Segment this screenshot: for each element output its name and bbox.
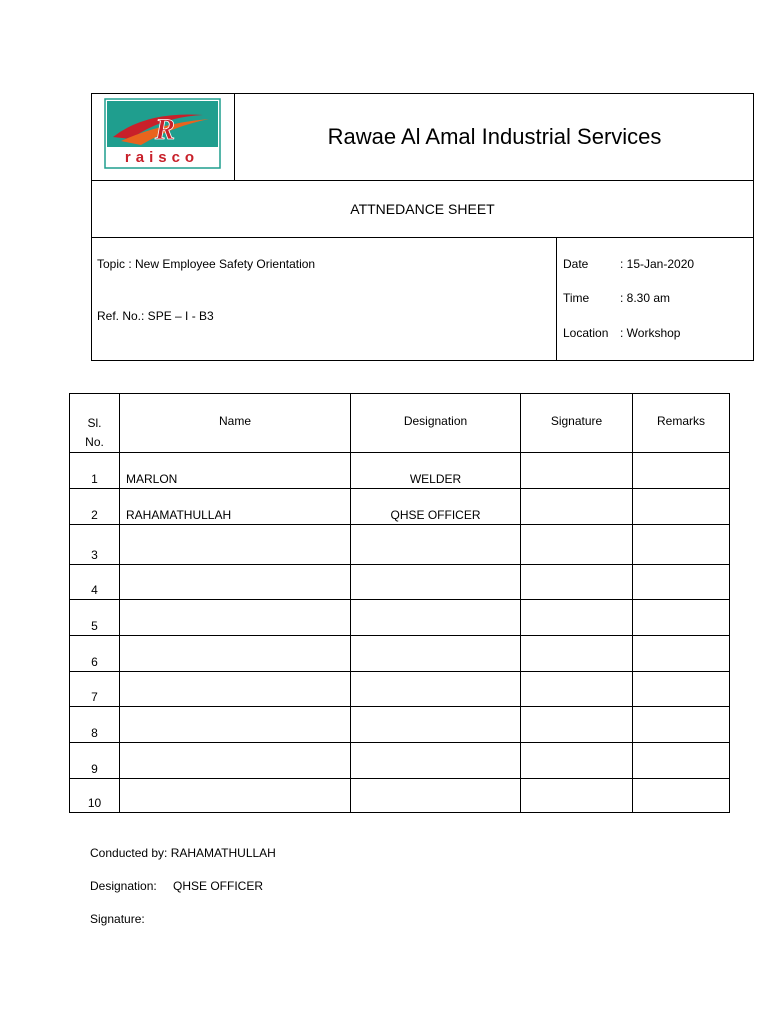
logo-cell xyxy=(91,93,235,181)
row-name: MARLON xyxy=(120,453,351,489)
table-row xyxy=(70,743,730,779)
row-remarks xyxy=(633,453,730,489)
row-number: 1 xyxy=(70,453,120,489)
header-sl-no xyxy=(70,394,120,453)
row-signature xyxy=(521,453,633,489)
row-designation: WELDER xyxy=(351,453,521,489)
table-row xyxy=(70,779,730,813)
row-number: 9 xyxy=(70,743,120,779)
location-value: : Workshop xyxy=(620,326,681,340)
row-remarks xyxy=(633,636,730,672)
header-sl-line2: No. xyxy=(85,435,104,449)
table-row xyxy=(70,636,730,672)
header-name: Name xyxy=(120,394,351,453)
row-signature xyxy=(521,779,633,813)
row-signature xyxy=(521,743,633,779)
time-value: : 8.30 am xyxy=(620,291,671,305)
row-remarks xyxy=(633,707,730,743)
row-name xyxy=(120,525,351,565)
table-row xyxy=(70,453,730,489)
row-number: 2 xyxy=(70,489,120,525)
location-label: Location xyxy=(563,326,609,340)
row-remarks xyxy=(633,779,730,813)
row-designation xyxy=(351,636,521,672)
row-remarks xyxy=(633,489,730,525)
row-designation xyxy=(351,743,521,779)
table-row xyxy=(70,672,730,707)
row-name xyxy=(120,707,351,743)
row-name xyxy=(120,565,351,600)
row-signature xyxy=(521,525,633,565)
row-number: 6 xyxy=(70,636,120,672)
table-row xyxy=(70,525,730,565)
company-logo xyxy=(91,93,235,181)
row-name xyxy=(120,779,351,813)
row-remarks xyxy=(633,565,730,600)
row-designation: QHSE OFFICER xyxy=(351,489,521,525)
divider xyxy=(91,237,754,238)
time-label: Time xyxy=(563,291,590,305)
row-number: 8 xyxy=(70,707,120,743)
row-designation xyxy=(351,779,521,813)
row-name xyxy=(120,600,351,636)
header-sl-line1: Sl. xyxy=(87,416,102,430)
row-remarks xyxy=(633,672,730,707)
row-signature xyxy=(521,565,633,600)
header-signature: Signature xyxy=(521,394,633,453)
row-name xyxy=(120,743,351,779)
row-number: 7 xyxy=(70,672,120,707)
row-signature xyxy=(521,489,633,525)
row-name xyxy=(120,636,351,672)
topic-text: Topic : New Employee Safety Orientation xyxy=(97,257,316,271)
table-row xyxy=(70,489,730,525)
row-remarks xyxy=(633,600,730,636)
row-signature xyxy=(521,636,633,672)
table-row xyxy=(70,565,730,600)
row-signature xyxy=(521,600,633,636)
header-designation: Designation xyxy=(351,394,521,453)
row-remarks xyxy=(633,743,730,779)
row-number: 3 xyxy=(70,525,120,565)
designation-label: Designation: xyxy=(90,879,157,893)
table-row xyxy=(70,707,730,743)
logo-text: raisco xyxy=(124,149,200,166)
conducted-by: Conducted by: RAHAMATHULLAH xyxy=(90,846,276,860)
row-signature xyxy=(521,707,633,743)
table-row xyxy=(70,600,730,636)
row-signature xyxy=(521,672,633,707)
row-designation xyxy=(351,525,521,565)
sheet-title: ATTNEDANCE SHEET xyxy=(350,201,495,217)
row-name xyxy=(120,672,351,707)
ref-number: Ref. No.: SPE – I - B3 xyxy=(97,309,214,323)
table-header-row xyxy=(70,394,730,453)
date-label: Date xyxy=(563,257,589,271)
row-designation xyxy=(351,565,521,600)
designation-value: QHSE OFFICER xyxy=(173,879,264,893)
row-designation xyxy=(351,707,521,743)
logo-letter: R xyxy=(155,113,176,146)
row-remarks xyxy=(633,525,730,565)
row-number: 4 xyxy=(70,565,120,600)
attendance-table xyxy=(69,393,730,813)
row-name: RAHAMATHULLAH xyxy=(120,489,351,525)
row-number: 5 xyxy=(70,600,120,636)
date-value: : 15-Jan-2020 xyxy=(620,257,695,271)
divider xyxy=(556,237,557,361)
header-remarks: Remarks xyxy=(633,394,730,453)
company-name: Rawae Al Amal Industrial Services xyxy=(327,124,662,149)
row-designation xyxy=(351,600,521,636)
row-designation xyxy=(351,672,521,707)
signature-label: Signature: xyxy=(90,912,145,926)
row-number: 10 xyxy=(70,779,120,813)
